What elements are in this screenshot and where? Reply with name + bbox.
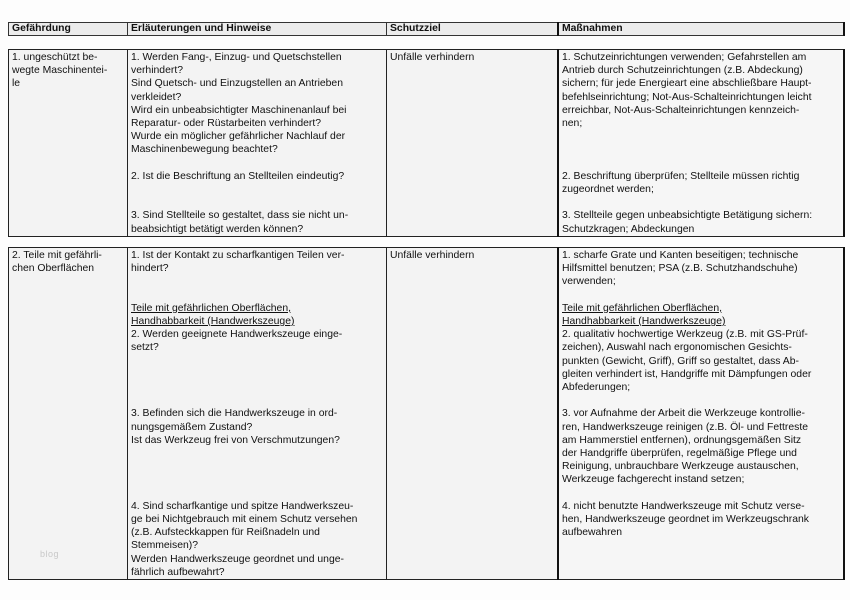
text-line: 2. Teile mit gefährli- xyxy=(12,250,102,261)
text-line: hindert? xyxy=(131,263,169,275)
text-line: 1. ungeschützt be- xyxy=(12,52,98,63)
text-line: der Handgriffe überprüfen, regelmäßige Pflege und xyxy=(562,448,797,460)
text-line: 4. nicht benutzte Handwerkszeuge mit Schutz verse- xyxy=(562,500,805,512)
notes-cell xyxy=(128,50,387,237)
text-line: wegte Maschinentei- xyxy=(12,65,108,77)
text-line: 2. Ist die Beschriftung an Stellteilen eindeutig? xyxy=(131,170,345,182)
text-line: Werden Handwerkszeuge geordnet und unge- xyxy=(131,553,344,565)
subheading-line: Teile mit gefährlichen Oberflächen, xyxy=(131,302,291,314)
text-line: zeichen), Auswahl nach ergonomischen Gesichts- xyxy=(562,342,792,354)
text-line: Schutzkragen; Abdeckungen xyxy=(562,223,695,235)
text-line: le xyxy=(12,78,21,90)
header-schutzziel: Schutzziel xyxy=(387,23,559,36)
text-line: (z.B. Aufsteckkappen für Reißnadeln und xyxy=(131,527,320,539)
watermark: blog xyxy=(40,549,60,559)
text-line: hen, Handwerkszeuge geordnet im Werkzeugschrank xyxy=(562,514,810,526)
text-line: aufbewahren xyxy=(562,527,623,539)
text-line: Abfederungen; xyxy=(562,382,631,394)
table-section-1 xyxy=(8,49,845,237)
measures-cell xyxy=(558,50,844,237)
header-gefaehrdung: Gefährdung xyxy=(9,23,128,36)
text-line: ge bei Nichtgebrauch mit einem Schutz versehen xyxy=(131,514,358,526)
text-line: Hilfsmittel benutzen; PSA (z.B. Schutzhandschuhe) xyxy=(562,263,798,275)
text-line: 1. Werden Fang-, Einzug- und Quetschstellen xyxy=(131,52,342,63)
notes-cell xyxy=(128,248,387,580)
table-row xyxy=(9,50,845,237)
text-line: Reparatur- oder Rüstarbeiten verhindert? xyxy=(131,118,322,130)
text-line: setzt? xyxy=(131,342,159,354)
hazard-cell xyxy=(9,50,128,237)
text-line: 3. Befinden sich die Handwerkszeuge in ord- xyxy=(131,408,338,420)
hazard-cell xyxy=(9,248,128,580)
text-line: nen; xyxy=(562,118,583,130)
table-header xyxy=(8,22,845,36)
text-line: punkten (Gewicht, Griff), Griff so gestaltet, dass Ab- xyxy=(562,355,799,367)
text-line: 2. Beschriftung überprüfen; Stellteile müssen richtig xyxy=(562,170,800,182)
text-line: am Hammerstiel entfernen), ordnungsgemäßen Sitz xyxy=(562,434,802,446)
text-line: 1. Ist der Kontakt zu scharfkantigen Teilen ver- xyxy=(131,250,345,261)
subheading-line: Teile mit gefährlichen Oberflächen, xyxy=(562,302,722,314)
table-section-2 xyxy=(8,247,845,580)
subheading-line: Handhabbarkeit (Handwerkszeuge) xyxy=(131,316,295,328)
text-line: 3. Sind Stellteile so gestaltet, dass sie nicht un- xyxy=(131,210,349,222)
text-line: 1. Schutzeinrichtungen verwenden; Gefahrstellen am xyxy=(562,52,807,63)
text-line: Wird ein unbeabsichtigter Maschinenanlauf bei xyxy=(131,104,347,116)
header-massnahmen: Maßnahmen xyxy=(558,23,844,36)
text-line: Stemmeisen)? xyxy=(131,540,198,552)
goal-cell: Unfälle verhindern xyxy=(387,50,559,237)
text-line: 3. Stellteile gegen unbeabsichtigte Betätigung sichern: xyxy=(562,210,813,222)
text-line: gleiten verhindert ist, Handgriffe mit Dämpfungen oder xyxy=(562,368,812,380)
text-line: 2. Werden geeignete Handwerkszeuge einge- xyxy=(131,329,343,341)
text-line: verhindert? xyxy=(131,65,183,77)
table-row xyxy=(9,248,845,580)
text-line: fährlich aufbewahrt? xyxy=(131,566,225,578)
goal-cell: Unfälle verhindern xyxy=(387,248,559,580)
text-line: beabsichtigt betätigt werden können? xyxy=(131,223,304,235)
text-line: befehlseinrichtung; Not-Aus-Schalteinrichtungen leicht xyxy=(562,91,812,103)
text-line: Maschinenbewegung beachtet? xyxy=(131,144,278,156)
text-line: 2. qualitativ hochwertige Werkzeug (z.B. mit GS-Prüf- xyxy=(562,329,808,341)
text-line: Reinigung, unbrauchbare Werkzeuge austauschen, xyxy=(562,461,799,473)
measures-cell xyxy=(558,248,844,580)
text-line: nungsgemäßem Zustand? xyxy=(131,421,253,433)
text-line: Werkzeuge fachgerecht instand setzen; xyxy=(562,474,745,486)
subheading-line: Handhabbarkeit (Handwerkszeuge) xyxy=(562,316,726,328)
text-line: ren, Handwerkszeuge reinigen (z.B. Öl- und Fettreste xyxy=(562,421,809,433)
text-line: Ist das Werkzeug frei von Verschmutzungen? xyxy=(131,434,340,446)
text-line: 4. Sind scharfkantige und spitze Handwerkszeu- xyxy=(131,500,354,512)
text-line: Sind Quetsch- und Einzugstellen an Antrieben xyxy=(131,78,343,90)
text-line: 1. scharfe Grate und Kanten beseitigen; technische xyxy=(562,250,799,261)
text-line: Wurde ein möglicher gefährlicher Nachlauf der xyxy=(131,131,346,143)
text-line: Antrieb durch Schutzeinrichtungen (z.B. Abdeckung) xyxy=(562,65,803,77)
header-row xyxy=(9,23,845,36)
text-line: verkleidet? xyxy=(131,91,182,103)
header-erlaeuterungen: Erläuterungen und Hinweise xyxy=(128,23,387,36)
text-line: sichern; für jede Energieart eine abschließbare Haupt- xyxy=(562,78,812,90)
text-line: verwenden; xyxy=(562,276,616,288)
text-line: chen Oberflächen xyxy=(12,263,95,275)
text-line: zugeordnet werden; xyxy=(562,184,654,196)
text-line: erreichbar, Not-Aus-Schalteinrichtungen kennzeich- xyxy=(562,104,800,116)
text-line: 3. vor Aufnahme der Arbeit die Werkzeuge kontrollie- xyxy=(562,408,805,420)
